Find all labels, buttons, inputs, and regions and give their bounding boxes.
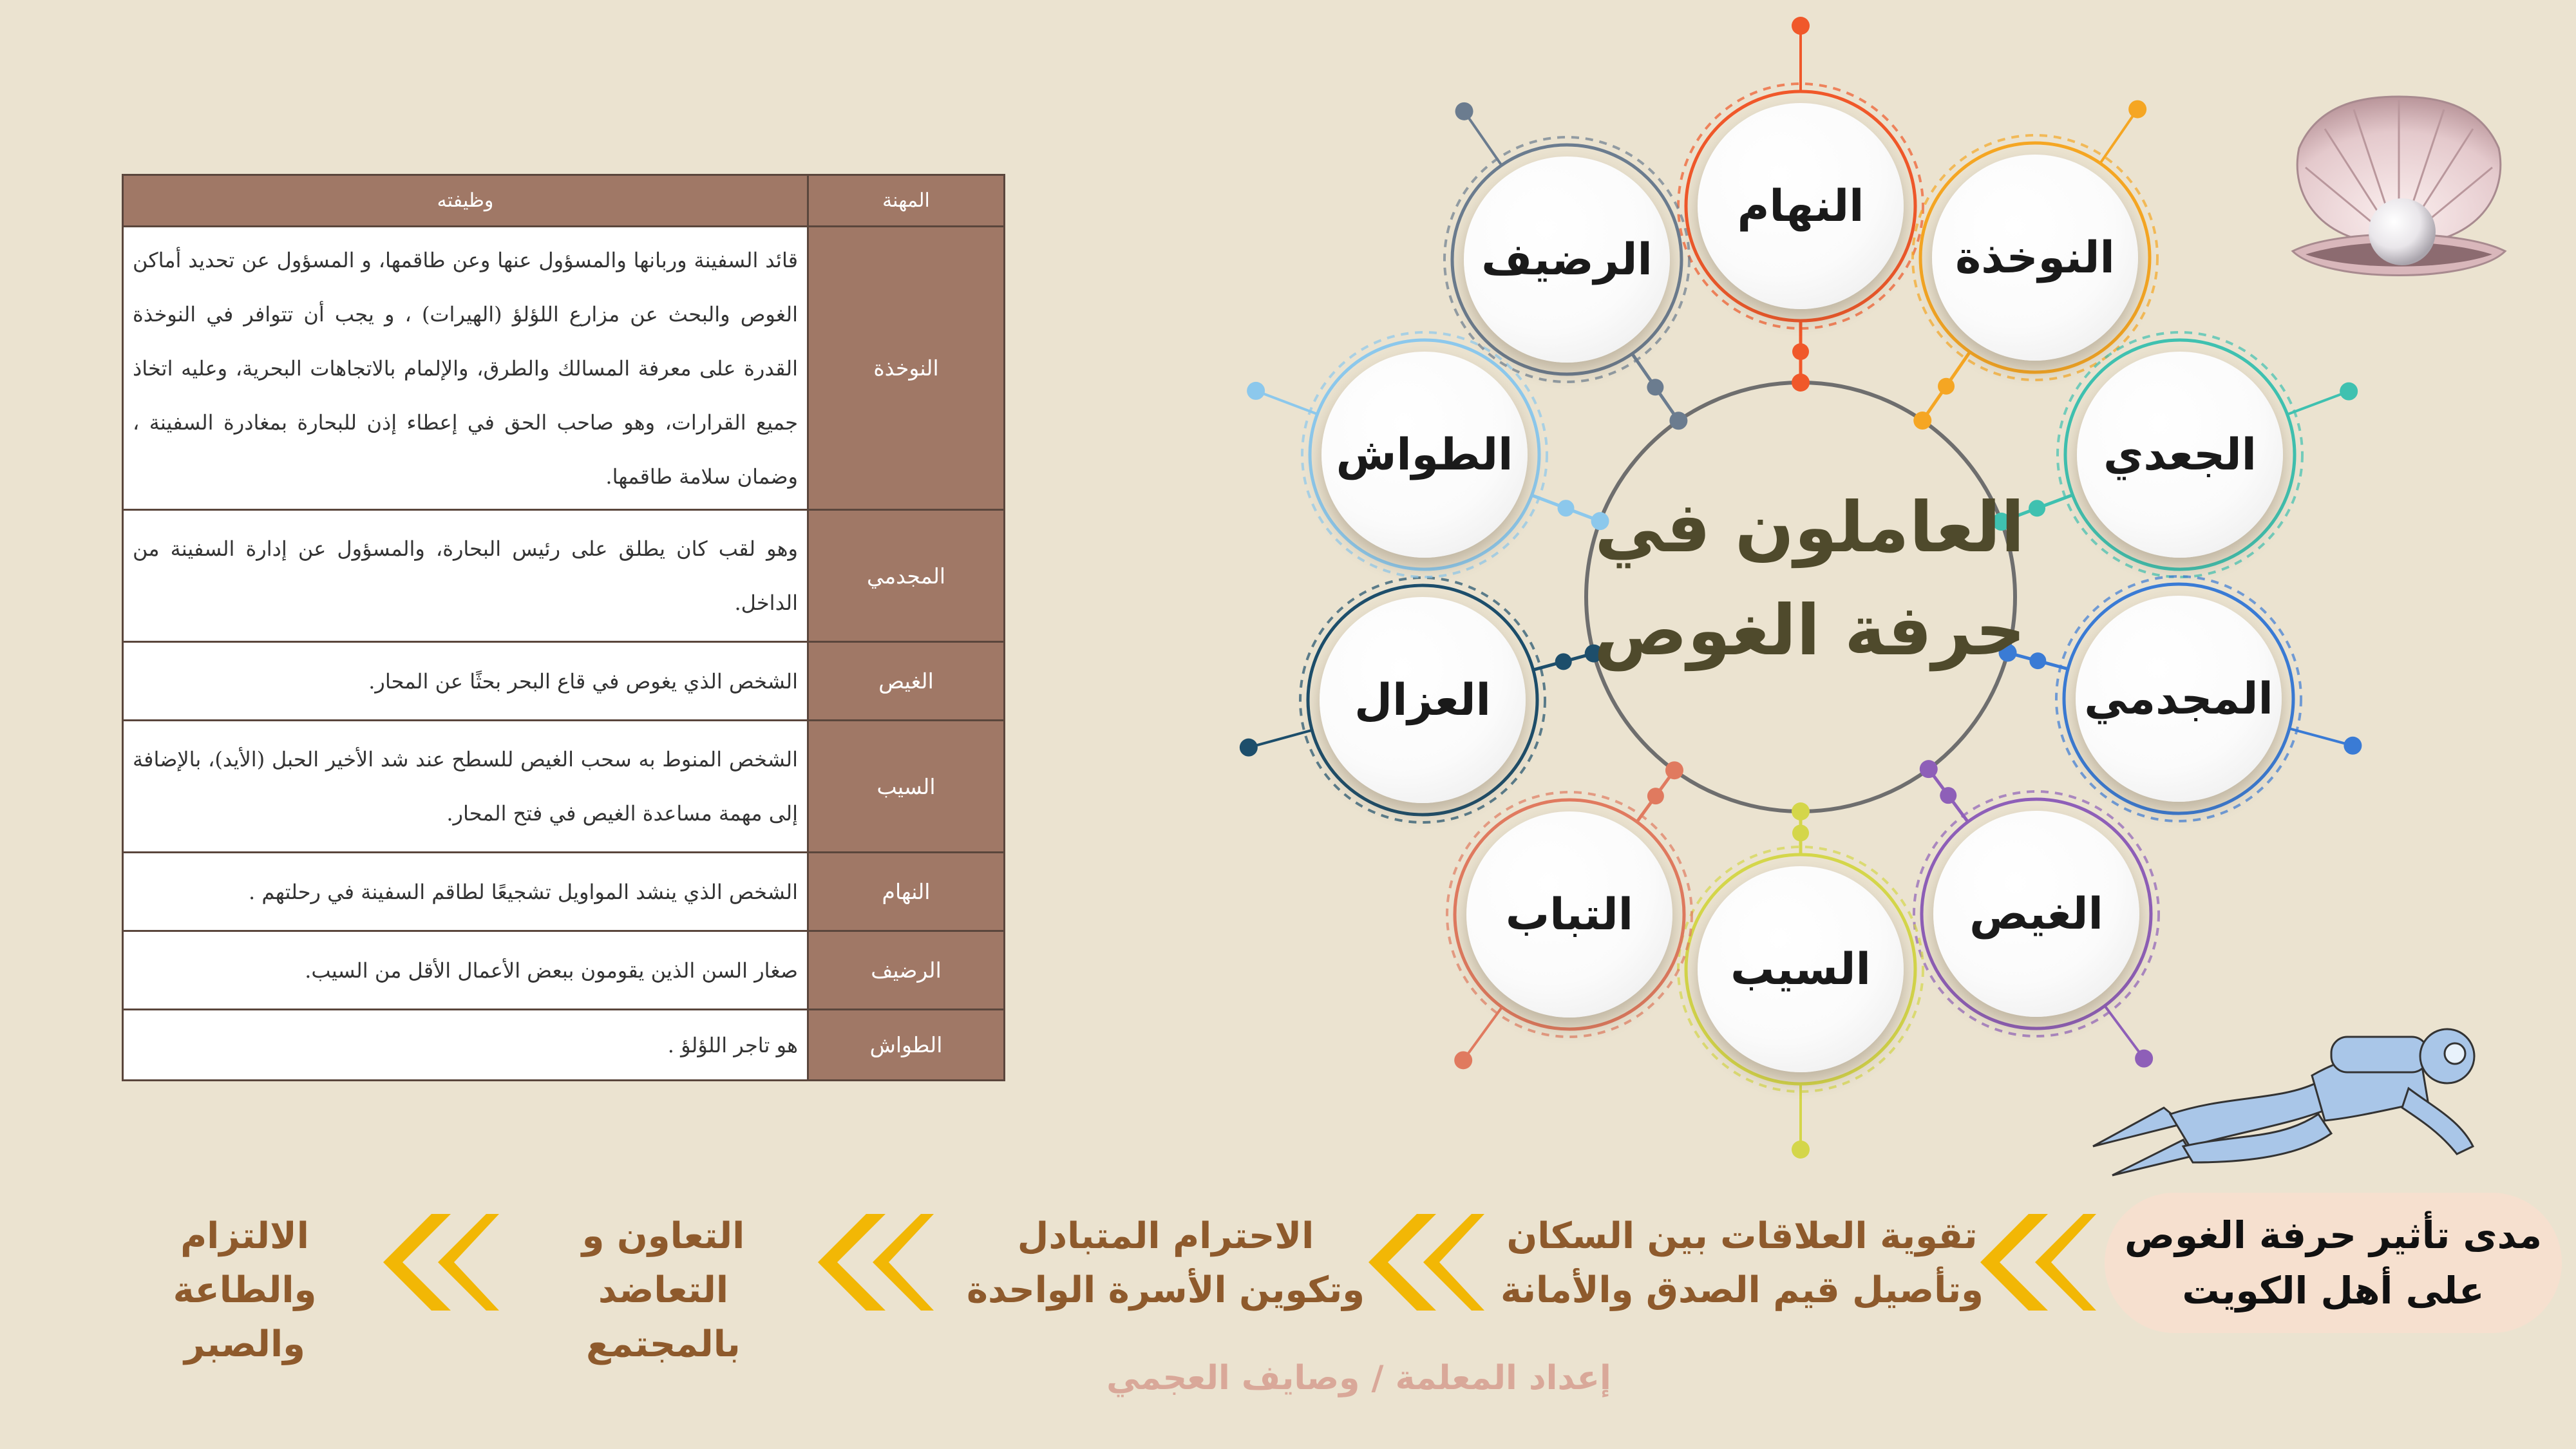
connector-dot [1647, 788, 1664, 804]
outer-dot [1454, 1051, 1472, 1069]
bubble-label: الغيص [1969, 888, 2103, 940]
bubble-label: النهام [1737, 180, 1864, 232]
bubble-tawwash [1321, 352, 1528, 558]
chevron-icon [815, 1211, 937, 1314]
center-title-line2: حرفة الغوص [1593, 591, 2026, 671]
duty-cell: صغار السن الذين يقومون ببعض الأعمال الأقل من السيب. [123, 931, 808, 1010]
outer-line [1249, 730, 1312, 748]
impact-heading [2105, 1193, 2562, 1333]
bubble-label: المجدمي [2084, 673, 2273, 724]
connector-dot [1669, 412, 1687, 430]
duty-cell: هو تاجر اللؤلؤ . [123, 1010, 808, 1081]
job-cell: الرضيف [808, 931, 1005, 1010]
bubble-label: الجعدي [2103, 429, 2257, 480]
bubble-tabab [1466, 811, 1672, 1018]
outer-dot [2344, 737, 2362, 755]
connector-dot [1665, 761, 1683, 779]
center-title [1584, 477, 2035, 683]
connector-dot [1940, 787, 1956, 804]
bubble-mujadmi [2076, 596, 2282, 802]
outer-line [1256, 391, 1317, 414]
bubble-azzal [1320, 597, 1526, 803]
connector-dot [1913, 412, 1931, 430]
bubble-label: السيب [1730, 943, 1871, 995]
duty-cell: قائد السفينة وربانها والمسؤول عنها وعن طاقمها، و المسؤول عن تحديد أماكن الغوص والبحث عن مزارع اللؤلؤ (الهيرات) ، و يجب أن تتوافر في النوخذة القدرة على معرفة المسالك والطرق، والإلمام بالاتجاهات البحرية، وعليه اتخاذ جميع القرارات، وهو صاحب الحق في إعطاء إذن للبحارة بمغادرة السفينة ، وضمان سلامة طاقمها. [123, 227, 808, 510]
bubble-label: الطواش [1336, 429, 1513, 480]
bubble-label: التباب [1505, 889, 1634, 940]
job-header: المهنة [808, 175, 1005, 227]
credit-text: إعداد المعلمة / وصايف العجمي [1106, 1359, 1611, 1397]
connector-dot [1792, 374, 1810, 392]
connector-dot [1938, 378, 1955, 395]
diver-icon [2087, 1011, 2499, 1191]
connector-dot [1792, 802, 1810, 820]
job-cell: المجدمي [808, 510, 1005, 642]
outer-dot [2340, 383, 2358, 401]
outer-dot [2128, 100, 2146, 118]
bubble-ghais [1933, 811, 2139, 1017]
bubble-nokhatha [1932, 155, 2138, 361]
duty-cell: وهو لقب كان يطلق على رئيس البحارة، والمسؤول عن إدارة السفينة من الداخل. [123, 510, 808, 642]
outer-line [2287, 392, 2349, 415]
outer-dot [1792, 17, 1810, 35]
center-title-line1: العاملون في [1595, 488, 2025, 568]
bubble-label: النوخذة [1955, 232, 2115, 283]
connector-dot [1647, 379, 1663, 395]
outer-line [1463, 1007, 1502, 1060]
impact-item: تقوية العلاقات بين السكان وتأصيل قيم الصدق والأمانة [1501, 1215, 1984, 1311]
outer-line [1464, 111, 1502, 166]
bubble-jaadi [2077, 352, 2283, 558]
job-cell: السيب [808, 721, 1005, 853]
impact-item: الالتزام والطاعة والصبر [173, 1215, 317, 1365]
duty-cell: الشخص الذي ينشد المواويل تشجيعًا لطاقم السفينة في رحلتهم . [123, 853, 808, 931]
duty-cell: الشخص الذي يغوص في قاع البحر بحثًا عن المحار. [123, 642, 808, 721]
connector-dot [1792, 343, 1809, 360]
bubble-label: الرضيف [1481, 234, 1653, 285]
job-cell: النوخذة [808, 227, 1005, 510]
job-cell: النهام [808, 853, 1005, 931]
connector-dot [1792, 825, 1809, 842]
duty-header: وظيفته [123, 175, 808, 227]
impact-item: الاحترام المتبادل وتكوين الأسرة الواحدة [966, 1215, 1365, 1311]
chevron-icon [380, 1211, 502, 1314]
outer-dot [1247, 382, 1265, 400]
bubble-saib [1698, 866, 1904, 1072]
outer-line [2289, 728, 2353, 746]
duty-cell: الشخص المنوط به سحب الغيص للسطح عند شد الأخير الحبل (الأيد)، بالإضافة إلى مهمة مساعدة الغيص في فتح المحار. [123, 721, 808, 853]
outer-dot [1792, 1141, 1810, 1159]
outer-dot [1455, 102, 1473, 120]
impact-heading-text: مدى تأثير حرفة الغوص على أهل الكويت [2124, 1213, 2543, 1312]
connector-dot [1920, 760, 1938, 778]
job-cell: الطواش [808, 1010, 1005, 1081]
chevron-icon [1977, 1211, 2099, 1314]
bubble-label: العزال [1354, 674, 1491, 726]
outer-line [2100, 109, 2137, 164]
job-cell: الغيص [808, 642, 1005, 721]
bubble-nahham [1698, 103, 1904, 309]
chevron-icon [1365, 1211, 1488, 1314]
connector-dot [1555, 653, 1572, 670]
pearl-shell-icon [2280, 90, 2518, 303]
connector-dot [1558, 500, 1575, 516]
impact-item: التعاون و التعاضد بالمجتمع [582, 1215, 745, 1365]
outer-dot [1240, 739, 1258, 757]
bubble-radheef [1464, 156, 1670, 363]
